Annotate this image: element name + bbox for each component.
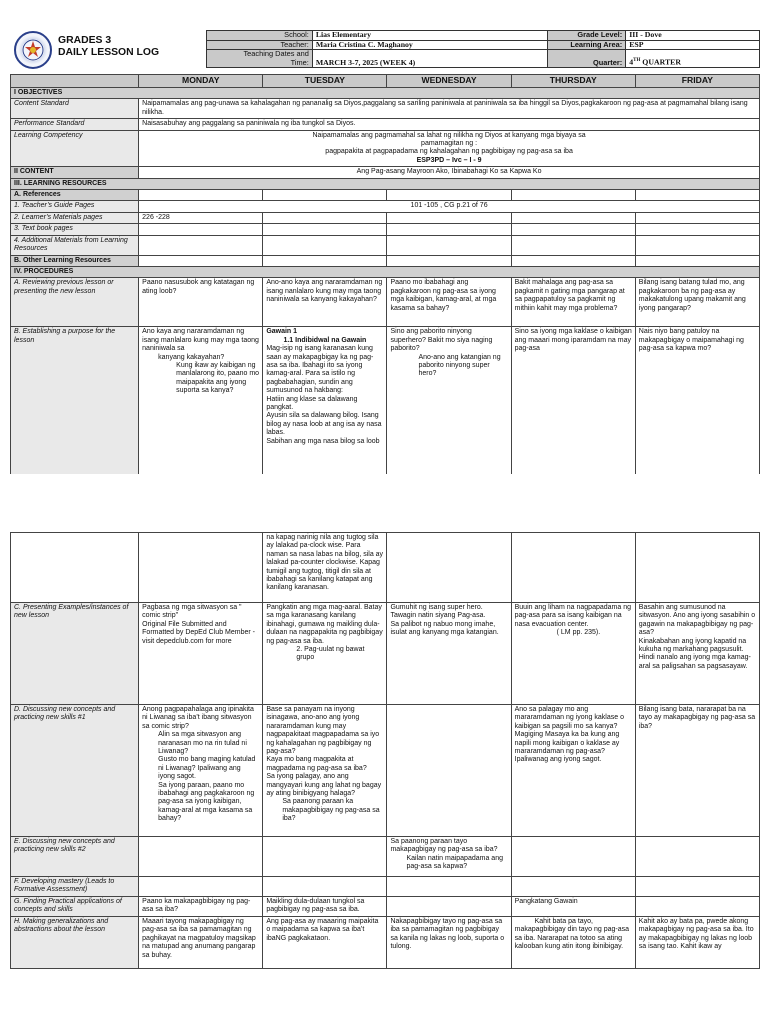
- procedure-h-row: [11, 917, 760, 969]
- procedure-a-wednesday: Paano mo ibabahagi ang pagkakaroon ng pag-asa sa iyong mga kaibigan, kamag-aral, at mga kasama sa bahay?: [387, 278, 511, 327]
- competency-code: ESP3PD – Ivc – I - 9: [416, 156, 482, 164]
- day-thursday: THURSDAY: [511, 75, 635, 88]
- grade-level-label: Grade Level:: [548, 31, 626, 41]
- procedure-b-wednesday: Sino ang paborito ninyong superhero? Bakit mo siya naging paborito? Ano-ano ang katangian ng paborito ninyong super hero?: [387, 327, 511, 477]
- procedure-c-row: [11, 603, 760, 705]
- learning-area-label: Learning Area:: [548, 40, 626, 50]
- procedure-e-wednesday: Sa paanong paraan tayo makapagbigay ng pag-asa sa iba? Kailan natin maipapadama ang pag-asa sa kapwa?: [387, 837, 511, 877]
- procedure-g-monday: Paano ka makapagbibigay ng pag-asa sa iba?: [139, 897, 263, 917]
- performance-standard-label: Performance Standard: [11, 119, 139, 130]
- references-row: [11, 190, 760, 201]
- procedure-d-tuesday: Base sa panayam na inyong isinagawa, ano-ano ang iyong nararamdaman kung may nagpapakitaat magpapadama sa iyo ng kahalagahan ng pagbibigay ng pag-asa? Kaya mo bang magpakita at magpadama ng pag-asa sa iba? Sa iyong palagay, ano ang mangyayari kung ang lahat ng bagay ay ating binibigyang halaga? Sa paanong paraan ka makapagbibigay ng pag-asa sa iba?: [263, 705, 387, 837]
- resources-row: [11, 178, 760, 189]
- procedure-a-row: [11, 278, 760, 327]
- deped-seal-icon: [14, 31, 52, 69]
- lesson-grid: [10, 74, 760, 477]
- gawain-subtitle: 1.1 Indibidwal na Gawain: [283, 336, 367, 344]
- objectives-heading: I OBJECTIVES: [11, 88, 760, 99]
- procedure-c-tuesday: Pangkatin ang mga mag-aaral. Batay sa mga karanasang kanilang ibinahagi, gumawa ng maikling dula-dulaan na nagpapakita ng pagbibigay ng pag-asa sa iba. 2. Pag-uulat ng bawat grupo: [263, 603, 387, 705]
- references-label: A. References: [11, 190, 139, 201]
- document-title: [58, 35, 159, 59]
- procedure-a-tuesday: Ano-ano kaya ang nararamdaman ng isang nanlalaro kung may mga taong naniniwala sa kanyang kakayahan?: [263, 278, 387, 327]
- procedure-g-label: G. Finding Practical applications of concepts and skills: [11, 897, 139, 917]
- procedure-a-monday: Paano nasusubok ang katatagan ng ating loob?: [139, 278, 263, 327]
- procedure-d-monday: Anong pagpapahalaga ang ipinakita ni Liwanag sa iba’t ibang sitwasyon sa comic strip? Alin sa mga sitwasyon ang naranasan mo na rin tulad ni Liwanag? Gusto mo bang maging katulad ni Liwanag? Ipaliwang ang iyong sagot. Sa iyong paraan, paano mo ibabahagi ang pagkakaroon ng pag-asa sa iyong kaibigan, kamag-aral at mga kasama sa bahay?: [139, 705, 263, 837]
- dates-label: Teaching Dates and Time:: [207, 50, 313, 68]
- procedure-h-monday: Maaari tayong makapagbigay ng pag-asa sa iba sa pamamagitan ng paghikayat na magpatuloy magsikap na matupad ang anumang pangarap sa buhay.: [139, 917, 263, 969]
- procedure-c-label: C. Presenting Examples/instances of new lesson: [11, 603, 139, 705]
- title-dll: DAILY LESSON LOG: [58, 47, 160, 58]
- procedure-h-friday: Kahit ako ay bata pa, pwede akong makapagbigay ng pag-asa sa iba. Ito ay makapagbibigay ng lakas ng loob sa isang tao. Kahit ikaw ay: [635, 917, 759, 969]
- day-friday: FRIDAY: [635, 75, 759, 88]
- lm-pages-text: 226 -228: [139, 212, 263, 223]
- title-grades: GRADES 3: [58, 35, 112, 46]
- procedure-g-row: [11, 897, 760, 917]
- procedure-b-tuesday: Gawain 1 1.1 Indibidwal na Gawain Mag-isip ng isang karanasan kung saan ay makapagbigay ka ng pag-asa sa iba. Ibahagi ito sa iyong kamag-aral. Para sa istilo ng pagbabahagian, sundin ang sumusunod na hakbang: Hatiin ang klase sa dalawang pangkat. Ayusin sila sa dalawang bilog. Isang bilog ay nasa loob at ang isa ay nasa labas. Sabihan ang mga nasa bilog sa loob: [263, 327, 387, 477]
- procedure-c-thursday: Buuin ang liham na nagpapadama ng pag-asa para sa isang kaibigan na nasa evacuation center. ( LM pp. 235).: [511, 603, 635, 705]
- lm-pages-label: 2. Learner’s Materials pages: [11, 212, 139, 223]
- lesson-log-page-1: [10, 30, 760, 477]
- procedure-h-thursday: Kahit bata pa tayo, makapagbibigay din tayo ng pag-asa sa iba. Nararapat na totoo sa ating kalooban kung atin itong ibinibigay.: [511, 917, 635, 969]
- school-info-table: [206, 30, 760, 68]
- content-row: [11, 167, 760, 178]
- procedure-g-tuesday: Maikling dula-dulaan tungkol sa pagbibigay ng pag-asa sa iba.: [263, 897, 387, 917]
- procedure-d-row: [11, 705, 760, 837]
- procedure-a-thursday: Bakit mahalaga ang pag-asa sa pagkamit n gating mga pangarap at sa pagpapatuloy sa pagkamit ng mithiin kahit may mga problema?: [511, 278, 635, 327]
- grade-level-value: III - Dove: [626, 31, 760, 41]
- teacher-value: Maria Cristina C. Maghanoy: [312, 40, 548, 50]
- procedure-e-row: [11, 837, 760, 877]
- content-standard-label: Content Standard: [11, 99, 139, 119]
- day-header-row: [11, 75, 760, 88]
- procedure-d-friday: Bilang isang bata, nararapat ba na tayo ay makapagbigay ng pag-asa sa iba?: [635, 705, 759, 837]
- day-wednesday: WEDNESDAY: [387, 75, 511, 88]
- competency-row: [11, 130, 760, 167]
- procedure-b-continued-row: [11, 533, 760, 603]
- textbook-row: [11, 224, 760, 235]
- procedure-b-row: [11, 327, 760, 477]
- other-resources-label: B. Other Learning Resources: [11, 255, 139, 266]
- procedure-b-label: B. Establishing a purpose for the lesson: [11, 327, 139, 477]
- tg-pages-row: [11, 201, 760, 212]
- lesson-grid-continued: [10, 532, 760, 969]
- school-label: School:: [207, 31, 313, 41]
- other-resources-row: [11, 255, 760, 266]
- procedure-h-label: H. Making generalizations and abstractions about the lesson: [11, 917, 139, 969]
- learning-area-value: ESP: [626, 40, 760, 50]
- day-header-blank: [11, 75, 139, 88]
- procedure-d-thursday: Ano sa palagay mo ang mararamdaman ng iyong kaklase o kaibigan sa pagsili mo sa kanya? Magiging Masaya ka ba kung ang napili mong kaibigan o kaklase ay mararamdaman ng pag-asa? Ipaliwanag ang iyong sagot.: [511, 705, 635, 837]
- procedure-a-friday: Bilang isang batang tulad mo, ang pagkakaroon ba ng pag-asa ay makakatulong upang makamit ang iyong pangarap?: [635, 278, 759, 327]
- document-header: [10, 30, 760, 74]
- procedure-c-monday: Pagbasa ng mga sitwasyon sa " comic strip" Original File Submitted and Formatted by DepEd Club Member - visit depedclub.com for more: [139, 603, 263, 705]
- objectives-row: [11, 88, 760, 99]
- procedure-c-wednesday: Gumuhit ng isang super hero. Tawagin natin siyang Pag-asa. Sa palibot ng nabuo mong imahe, isulat ang kanyang mga katangian.: [387, 603, 511, 705]
- lm-pages-row: [11, 212, 760, 223]
- procedure-b-friday: Nais niyo bang patuloy na makapagbigay o maipamahagi ng pag-asa sa kapwa mo?: [635, 327, 759, 477]
- procedure-f-label: F. Developing mastery (Leads to Formative Assessment): [11, 877, 139, 897]
- content-text: Ang Pag-asang Mayroon Ako, Ibinabahagi Ko sa Kapwa Ko: [139, 167, 760, 178]
- day-tuesday: TUESDAY: [263, 75, 387, 88]
- procedure-b-thursday: Sino sa iyong mga kaklase o kaibigan ang maaari mong iparamdam na may pag-asa: [511, 327, 635, 477]
- teacher-label: Teacher:: [207, 40, 313, 50]
- school-value: Lias Elementary: [312, 31, 548, 41]
- day-monday: MONDAY: [139, 75, 263, 88]
- page-break: [0, 474, 768, 528]
- tg-pages-label: 1. Teacher’s Guide Pages: [11, 201, 139, 212]
- performance-standard-row: [11, 119, 760, 130]
- content-heading: II CONTENT: [11, 167, 139, 178]
- procedures-row: [11, 266, 760, 277]
- procedures-heading: IV. PROCEDURES: [11, 266, 760, 277]
- additional-materials-row: [11, 235, 760, 255]
- dates-value: MARCH 3-7, 2025 (WEEK 4): [312, 50, 548, 68]
- procedure-h-tuesday: Ang pag-asa ay maaaring maipakita o maipadama sa kapwa sa iba’t ibaNG pagkakataon.: [263, 917, 387, 969]
- resources-heading: III. LEARNING RESOURCES: [11, 178, 760, 189]
- gawain-title: Gawain 1: [266, 328, 298, 336]
- content-standard-text: Naipamamalas ang pag-unawa sa kahalagahan ng pananalig sa Diyos,paggalang sa sariling paniniwala at paniniwala sa iba hinggil sa Diyos,pagkakaroon ng pag-asa at pagmamahal bilang isang nilikha.: [139, 99, 760, 119]
- procedure-e-label: E. Discussing new concepts and practicing new skills #2: [11, 837, 139, 877]
- procedure-g-thursday: Pangkatang Gawain: [511, 897, 635, 917]
- competency-text: Naipamamalas ang pagmamahal sa lahat ng nilikha ng Diyos at kanyang mga biyaya sa pamamagitan ng : pagpapakita at pagpapadama ng kahalagahan ng pagbibigay ng pag-asa sa iba ESP3PD – Ivc – I - 9: [139, 130, 760, 167]
- competency-label: Learning Competency: [11, 130, 139, 167]
- procedure-b-tuesday-cont: na kapag narinig nila ang tugtog sila ay lalakad pa-clock wise. Para naman sa nasa labas na bilog, sila ay lalakad pa-counter clockwise. Kapag tumigil ang tugtog, titigil din sila at ibabahagi sa kanilang katapat ang kanilang karanasan.: [263, 533, 387, 603]
- procedure-h-wednesday: Nakapagbibigay tayo ng pag-asa sa iba sa pamamagitan ng pagbibigay sa kanila ng lakas ng loob, suporta o tulong.: [387, 917, 511, 969]
- procedure-d-label: D. Discussing new concepts and practicing new skills #1: [11, 705, 139, 837]
- quarter-label: Quarter:: [548, 50, 626, 68]
- lesson-log-page-2: [10, 532, 760, 969]
- tg-pages-text: 101 -105 , CG p.21 of 76: [139, 201, 760, 212]
- quarter-value: 4TH QUARTER: [626, 50, 760, 68]
- additional-materials-label: 4. Additional Materials from Learning Resources: [11, 235, 139, 255]
- performance-standard-text: Naisasabuhay ang paggalang sa paniniwala ng iba tungkol sa Diyos.: [139, 119, 760, 130]
- procedure-b-monday: Ano kaya ang nararamdaman ng isang manlalaro kung may mga taong naniniwala sa kanyang kakayahan? Kung ikaw ay kaibigan ng manlalarong ito, paano mo maipapakita ang iyong suporta sa kanya?: [139, 327, 263, 477]
- textbook-label: 3. Text book pages: [11, 224, 139, 235]
- procedure-a-label: A. Reviewing previous lesson or presenting the new lesson: [11, 278, 139, 327]
- procedure-f-row: [11, 877, 760, 897]
- content-standard-row: [11, 99, 760, 119]
- procedure-c-friday: Basahin ang sumusunod na sitwasyon. Ano ang iyong sasabihin o gagawin na makapagbibigay ng pag-asa? Kinakabahan ang iyong kapatid na kukuha ng markahang pagsusulit. Hindi nanalo ang iyong mga kamag-aral sa paligsahan sa pagsasayaw.: [635, 603, 759, 705]
